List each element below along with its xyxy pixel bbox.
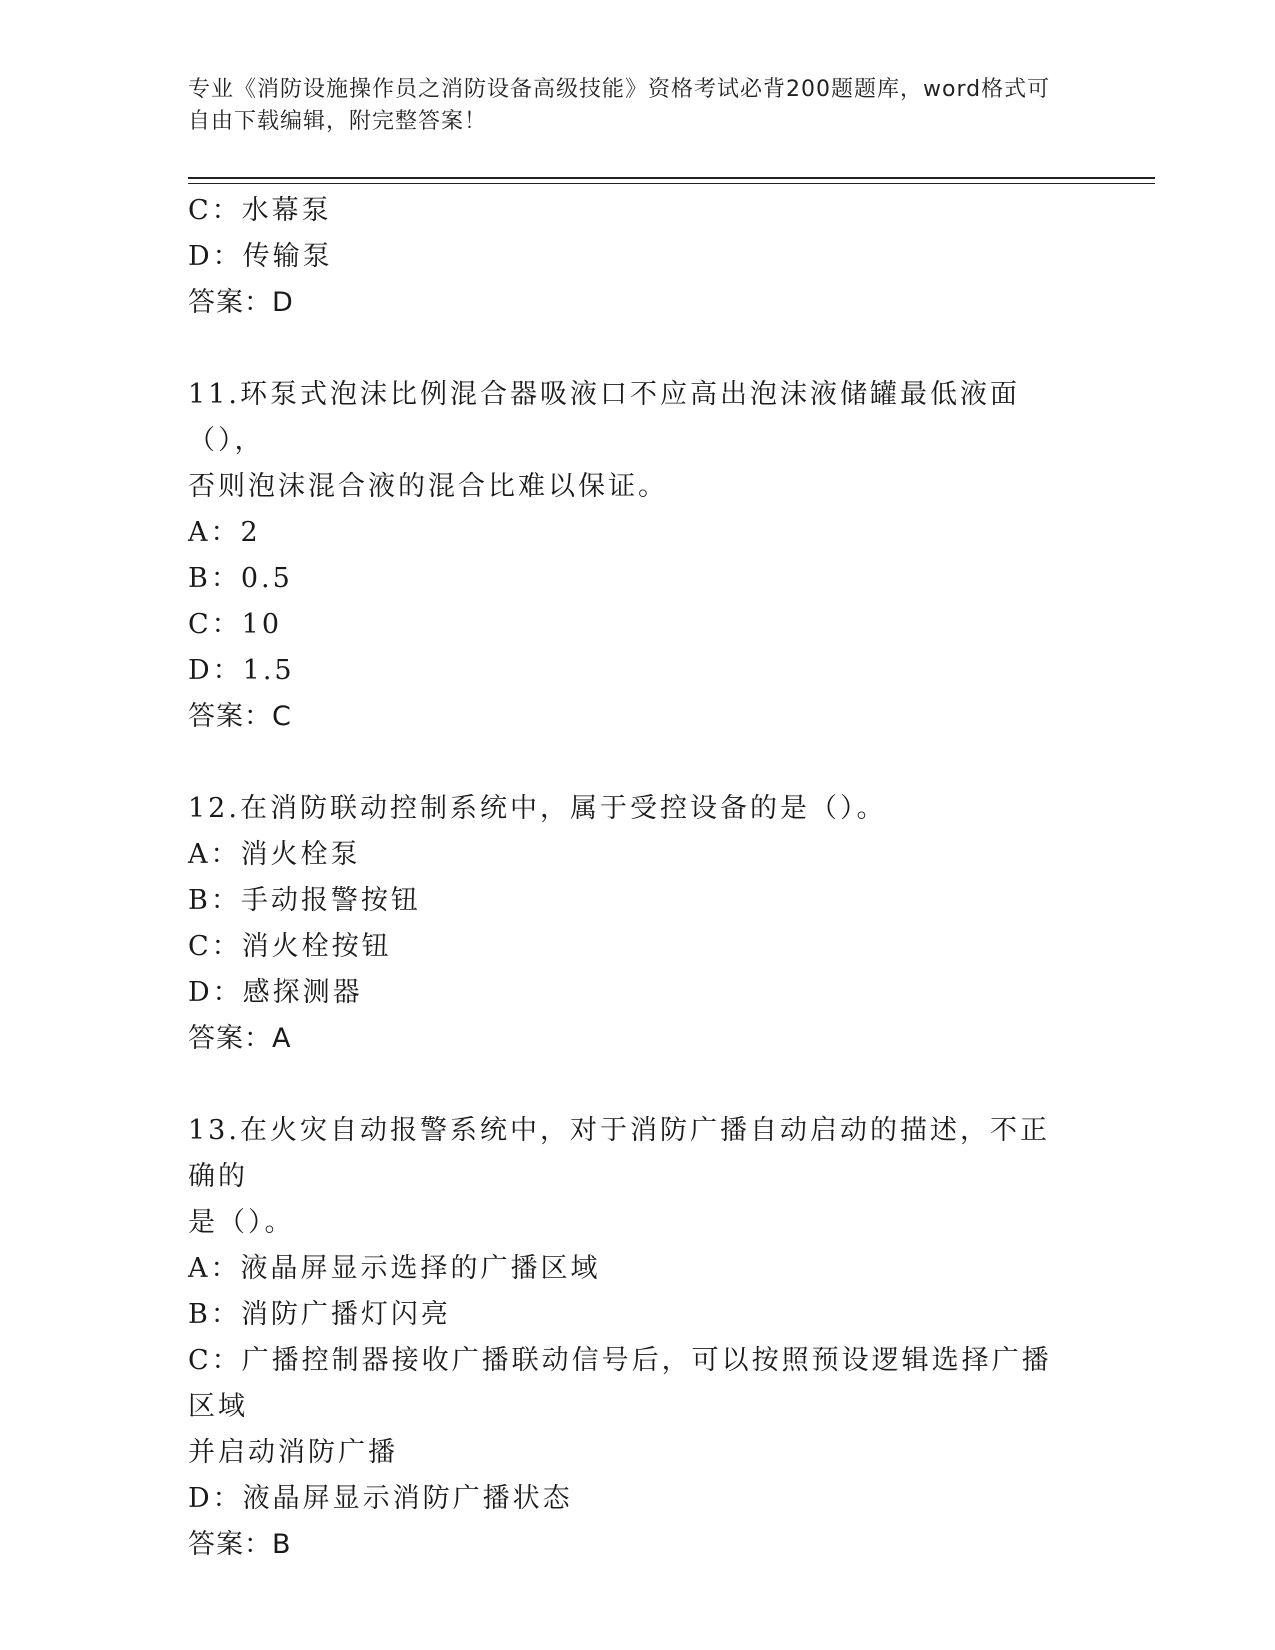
option-c: C：10 [188, 609, 283, 640]
question-10-continued [188, 188, 1078, 326]
header-rule-thick [188, 177, 1155, 179]
option-d: D：传输泵 [188, 241, 333, 272]
option-c: C：消火栓按钮 [188, 931, 392, 962]
option-a: A：2 [188, 517, 261, 548]
option-d: D：1.5 [188, 655, 295, 686]
option-d: D：感探测器 [188, 977, 363, 1008]
option-c-continued: 并启动消防广播 [188, 1437, 398, 1468]
question-text: 12.在消防联动控制系统中，属于受控设备的是（）。 [188, 793, 887, 824]
option-d: D：液晶屏显示消防广播状态 [188, 1483, 573, 1514]
spacer [188, 326, 1078, 372]
answer-line: 答案：B [188, 1529, 292, 1560]
answer-line: 答案：A [188, 1023, 292, 1054]
question-text: 13.在火灾自动报警系统中，对于消防广播自动启动的描述，不正确的 [188, 1115, 1050, 1192]
option-b: B：消防广播灯闪亮 [188, 1299, 451, 1330]
option-b: B：0.5 [188, 563, 293, 594]
question-text: 11.环泵式泡沫比例混合器吸液口不应高出泡沫液储罐最低液面（）， [188, 379, 1020, 456]
option-a: A：消火栓泵 [188, 839, 361, 870]
question-text: 是（）。 [188, 1207, 295, 1238]
option-c: C：水幕泵 [188, 195, 332, 226]
question-content [188, 188, 1078, 1568]
spacer [188, 740, 1078, 786]
answer-line: 答案：D [188, 287, 294, 318]
question-11 [188, 372, 1078, 740]
document-header: 专业《消防设施操作员之消防设备高级技能》资格考试必背200题题库，word格式可自由下载编辑，附完整答案！ [188, 77, 1051, 134]
question-13 [188, 1108, 1078, 1568]
spacer [188, 1062, 1078, 1108]
question-12 [188, 786, 1078, 1062]
option-a: A：液晶屏显示选择的广播区域 [188, 1253, 601, 1284]
option-c: C：广播控制器接收广播联动信号后，可以按照预设逻辑选择广播区域 [188, 1345, 1052, 1422]
option-b: B：手动报警按钮 [188, 885, 421, 916]
question-text: 否则泡沫混合液的混合比难以保证。 [188, 471, 668, 502]
header-rule-thin [188, 183, 1155, 184]
answer-line: 答案：C [188, 701, 292, 732]
